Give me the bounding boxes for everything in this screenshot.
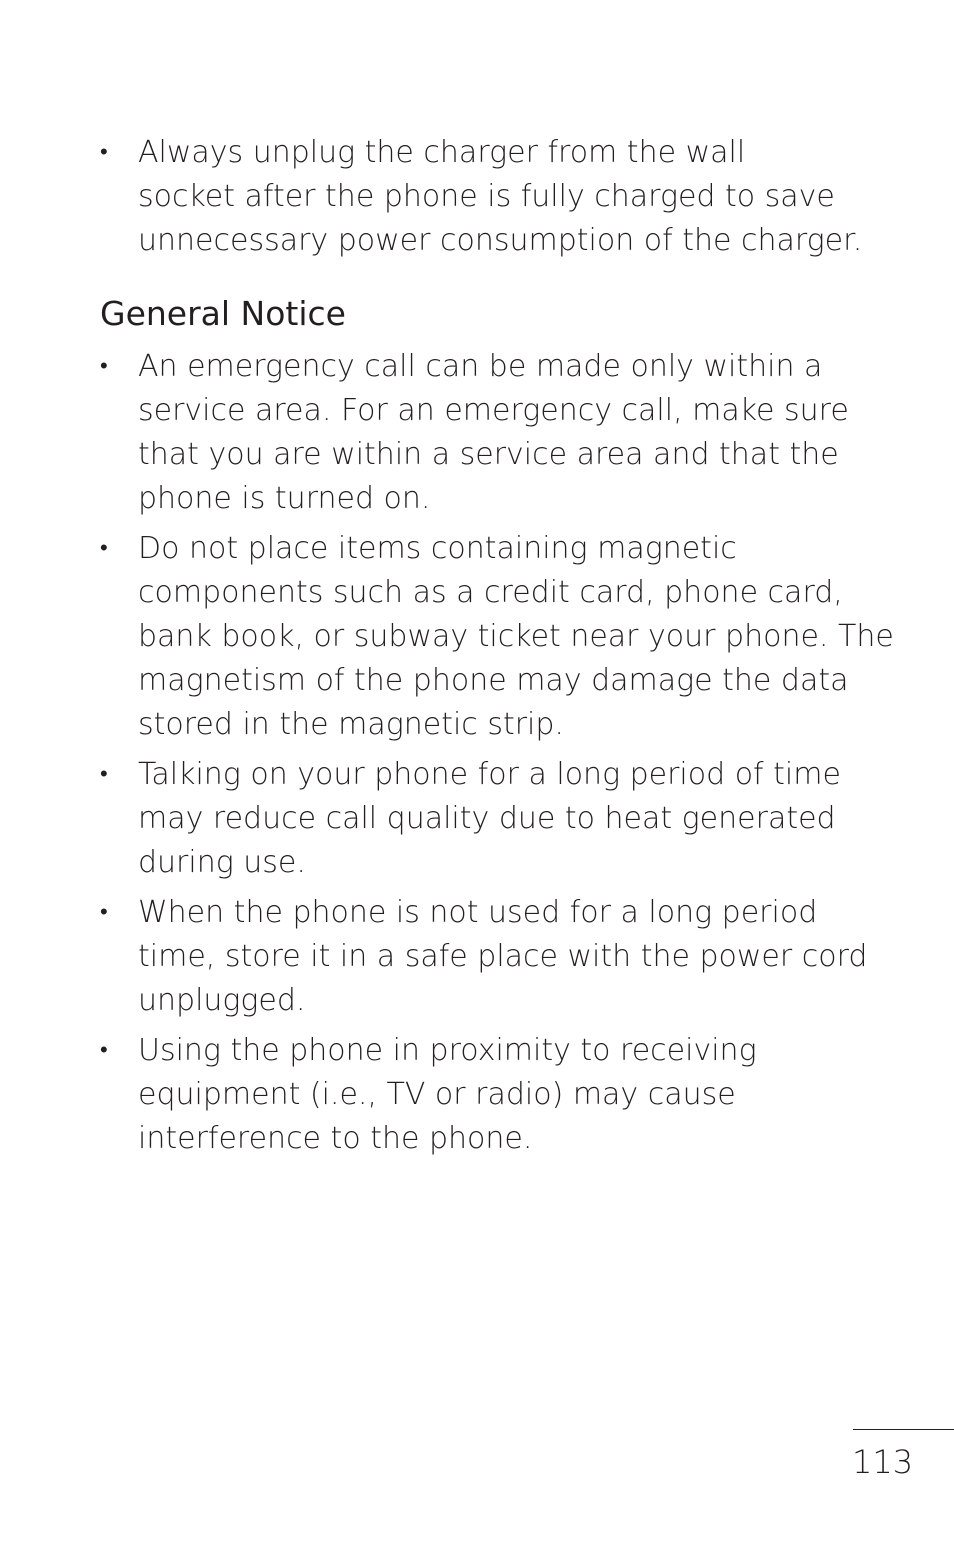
bullet-line: unnecessary power consumption of the charger. <box>138 223 863 258</box>
bullet-line: service area. For an emergency call, make sure <box>138 393 849 428</box>
bullet-line: phone is turned on. <box>138 481 431 516</box>
bullet-line: that you are within a service area and that the <box>138 437 839 472</box>
page-number: 113 <box>852 1443 914 1481</box>
bullet-item <box>100 753 890 885</box>
bullet-line: • Using the phone in proximity to receiving <box>138 1033 757 1068</box>
bullet-line: equipment (i.e., TV or radio) may cause <box>138 1077 736 1112</box>
bullet-item <box>100 1029 890 1161</box>
bullet-line: may reduce call quality due to heat generated <box>138 801 836 836</box>
bullet-line: bank book, or subway ticket near your phone. The <box>138 619 894 654</box>
bullet-item <box>100 345 890 521</box>
bullet-item <box>100 527 894 747</box>
bullet-line: • When the phone is not used for a long period <box>138 895 818 930</box>
bullet-line: interference to the phone. <box>138 1121 533 1156</box>
bullet-line: socket after the phone is fully charged to save <box>138 179 835 214</box>
bullet-line: unplugged. <box>138 983 306 1018</box>
bullet-item <box>100 131 880 263</box>
bullet-line: • Talking on your phone for a long period of time <box>138 757 841 792</box>
bullet-line: • Always unplug the charger from the wall <box>138 135 746 170</box>
general-notice-bullet-list <box>100 345 894 1167</box>
bullet-line: during use. <box>138 845 306 880</box>
bullet-line: • Do not place items containing magnetic <box>138 531 737 566</box>
intro-bullet-list <box>100 131 880 263</box>
section-heading: General Notice <box>100 294 346 333</box>
bullet-item <box>100 891 890 1023</box>
bullet-line: • An emergency call can be made only within a <box>138 349 823 384</box>
bullet-line: stored in the magnetic strip. <box>138 707 564 742</box>
footer-divider <box>853 1429 954 1430</box>
bullet-line: components such as a credit card, phone card, <box>138 575 843 610</box>
bullet-line: magnetism of the phone may damage the data <box>138 663 849 698</box>
bullet-line: time, store it in a safe place with the power cord <box>138 939 868 974</box>
